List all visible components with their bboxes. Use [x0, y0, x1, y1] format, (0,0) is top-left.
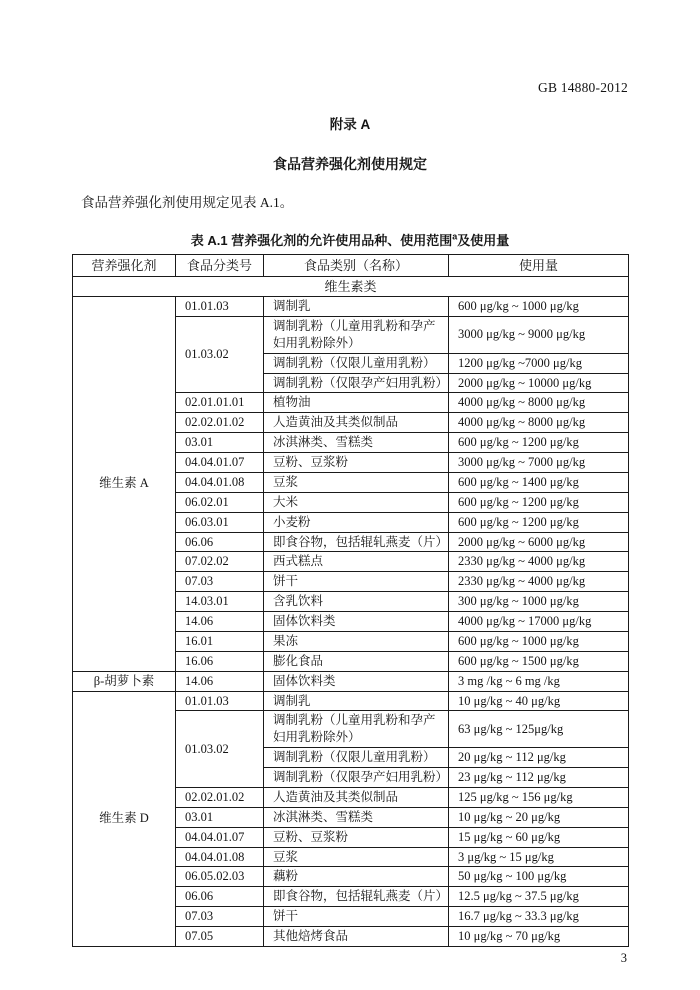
food-name-cell: 调制乳粉（仅限孕产妇用乳粉）: [264, 768, 449, 788]
food-name-cell: 小麦粉: [264, 512, 449, 532]
food-category-code-cell: 07.03: [176, 572, 264, 592]
usage-amount-cell: 300 μg/kg ~ 1000 μg/kg: [449, 592, 629, 612]
food-category-code-cell: 06.06: [176, 887, 264, 907]
food-name-cell: 果冻: [264, 631, 449, 651]
food-name-cell: 豆浆: [264, 472, 449, 492]
food-category-code-cell: 04.04.01.07: [176, 453, 264, 473]
table-row: [73, 671, 629, 691]
food-category-code-cell: 03.01: [176, 433, 264, 453]
food-category-code-cell: 01.01.03: [176, 297, 264, 317]
usage-amount-cell: 2000 μg/kg ~ 6000 μg/kg: [449, 532, 629, 552]
usage-amount-cell: 600 μg/kg ~ 1000 μg/kg: [449, 297, 629, 317]
food-category-code-cell: 14.06: [176, 612, 264, 632]
document-title: 食品营养强化剂使用规定: [273, 156, 427, 173]
food-category-code-cell: 01.03.02: [176, 316, 264, 393]
food-category-code-cell: 07.02.02: [176, 552, 264, 572]
column-header: 食品分类号: [176, 255, 264, 277]
appendix-heading: 附录 A: [329, 117, 371, 133]
section-row: [73, 277, 629, 297]
food-category-code-cell: 02.01.01.01: [176, 393, 264, 413]
food-name-cell: 豆浆: [264, 847, 449, 867]
usage-amount-cell: 4000 μg/kg ~ 17000 μg/kg: [449, 612, 629, 632]
usage-amount-cell: 3000 μg/kg ~ 7000 μg/kg: [449, 453, 629, 473]
food-name-cell: 饼干: [264, 907, 449, 927]
food-category-code-cell: 06.06: [176, 532, 264, 552]
food-name-cell: 含乳饮料: [264, 592, 449, 612]
food-category-code-cell: 06.05.02.03: [176, 867, 264, 887]
usage-amount-cell: 15 μg/kg ~ 60 μg/kg: [449, 827, 629, 847]
food-name-cell: 调制乳: [264, 691, 449, 711]
usage-amount-cell: 23 μg/kg ~ 112 μg/kg: [449, 768, 629, 788]
usage-amount-cell: 600 μg/kg ~ 1200 μg/kg: [449, 512, 629, 532]
usage-amount-cell: 3 μg/kg ~ 15 μg/kg: [449, 847, 629, 867]
food-name-cell: 即食谷物，包括辊轧燕麦（片）: [264, 887, 449, 907]
food-name-cell: 即食谷物，包括辊轧燕麦（片）: [264, 532, 449, 552]
food-category-code-cell: 04.04.01.07: [176, 827, 264, 847]
intro-paragraph: 食品营养强化剂使用规定见表 A.1。: [81, 195, 294, 211]
food-name-cell: 膨化食品: [264, 651, 449, 671]
food-category-code-cell: 14.06: [176, 671, 264, 691]
food-name-cell: 调制乳粉（仅限孕产妇用乳粉）: [264, 373, 449, 393]
table-body: [73, 277, 629, 947]
usage-amount-cell: 600 μg/kg ~ 1400 μg/kg: [449, 472, 629, 492]
food-name-cell: 调制乳粉（儿童用乳粉和孕产妇用乳粉除外）: [264, 316, 449, 353]
food-name-cell: 调制乳粉（仅限儿童用乳粉）: [264, 748, 449, 768]
nutrient-cell: β-胡萝卜素: [73, 671, 176, 691]
food-name-cell: 豆粉、豆浆粉: [264, 453, 449, 473]
food-category-code-cell: 02.02.01.02: [176, 413, 264, 433]
usage-amount-cell: 50 μg/kg ~ 100 μg/kg: [449, 867, 629, 887]
food-name-cell: 人造黄油及其类似制品: [264, 413, 449, 433]
table-caption-text: 表 A.1 营养强化剂的允许使用品种、使用范围: [190, 233, 453, 249]
table-caption-superscript: a: [452, 231, 458, 242]
table-row: [73, 691, 629, 711]
usage-amount-cell: 12.5 μg/kg ~ 37.5 μg/kg: [449, 887, 629, 907]
usage-amount-cell: 3 mg /kg ~ 6 mg /kg: [449, 671, 629, 691]
table-caption-suffix: 及使用量: [457, 233, 510, 249]
food-name-cell: 固体饮料类: [264, 612, 449, 632]
food-category-code-cell: 16.06: [176, 651, 264, 671]
usage-amount-cell: 63 μg/kg ~ 125μg/kg: [449, 711, 629, 748]
food-category-code-cell: 06.03.01: [176, 512, 264, 532]
food-category-code-cell: 06.02.01: [176, 492, 264, 512]
usage-amount-cell: 600 μg/kg ~ 1200 μg/kg: [449, 433, 629, 453]
page-number: 3: [620, 950, 627, 965]
food-name-cell: 饼干: [264, 572, 449, 592]
usage-amount-cell: 125 μg/kg ~ 156 μg/kg: [449, 787, 629, 807]
column-header: 使用量: [449, 255, 629, 277]
food-name-cell: 固体饮料类: [264, 671, 449, 691]
table-row: [73, 297, 629, 317]
usage-amount-cell: 600 μg/kg ~ 1200 μg/kg: [449, 492, 629, 512]
food-category-code-cell: 14.03.01: [176, 592, 264, 612]
usage-amount-cell: 20 μg/kg ~ 112 μg/kg: [449, 748, 629, 768]
section-label: 维生素类: [73, 277, 629, 297]
food-category-code-cell: 03.01: [176, 807, 264, 827]
food-category-code-cell: 01.03.02: [176, 711, 264, 788]
column-header: 食品类别（名称）: [264, 255, 449, 277]
usage-amount-cell: 4000 μg/kg ~ 8000 μg/kg: [449, 413, 629, 433]
food-category-code-cell: 02.02.01.02: [176, 787, 264, 807]
regulation-table: [72, 254, 629, 947]
food-name-cell: 藕粉: [264, 867, 449, 887]
usage-amount-cell: 2330 μg/kg ~ 4000 μg/kg: [449, 572, 629, 592]
food-name-cell: 植物油: [264, 393, 449, 413]
column-header: 营养强化剂: [73, 255, 176, 277]
food-category-code-cell: 01.01.03: [176, 691, 264, 711]
table-caption: [72, 230, 628, 249]
usage-amount-cell: 10 μg/kg ~ 40 μg/kg: [449, 691, 629, 711]
food-name-cell: 冰淇淋类、雪糕类: [264, 807, 449, 827]
usage-amount-cell: 2000 μg/kg ~ 10000 μg/kg: [449, 373, 629, 393]
usage-amount-cell: 10 μg/kg ~ 20 μg/kg: [449, 807, 629, 827]
table-header-row: [73, 255, 629, 277]
food-name-cell: 其他焙烤食品: [264, 927, 449, 947]
food-category-code-cell: 04.04.01.08: [176, 847, 264, 867]
usage-amount-cell: 3000 μg/kg ~ 9000 μg/kg: [449, 316, 629, 353]
usage-amount-cell: 1200 μg/kg ~7000 μg/kg: [449, 353, 629, 373]
food-name-cell: 调制乳粉（儿童用乳粉和孕产妇用乳粉除外）: [264, 711, 449, 748]
food-category-code-cell: 16.01: [176, 631, 264, 651]
food-name-cell: 人造黄油及其类似制品: [264, 787, 449, 807]
usage-amount-cell: 4000 μg/kg ~ 8000 μg/kg: [449, 393, 629, 413]
food-name-cell: 调制乳: [264, 297, 449, 317]
food-category-code-cell: 04.04.01.08: [176, 472, 264, 492]
usage-amount-cell: 600 μg/kg ~ 1000 μg/kg: [449, 631, 629, 651]
food-name-cell: 冰淇淋类、雪糕类: [264, 433, 449, 453]
food-category-code-cell: 07.03: [176, 907, 264, 927]
usage-amount-cell: 16.7 μg/kg ~ 33.3 μg/kg: [449, 907, 629, 927]
food-name-cell: 西式糕点: [264, 552, 449, 572]
usage-amount-cell: 2330 μg/kg ~ 4000 μg/kg: [449, 552, 629, 572]
food-name-cell: 大米: [264, 492, 449, 512]
table-header: [73, 255, 629, 277]
food-name-cell: 豆粉、豆浆粉: [264, 827, 449, 847]
usage-amount-cell: 600 μg/kg ~ 1500 μg/kg: [449, 651, 629, 671]
food-category-code-cell: 07.05: [176, 927, 264, 947]
usage-amount-cell: 10 μg/kg ~ 70 μg/kg: [449, 927, 629, 947]
food-name-cell: 调制乳粉（仅限儿童用乳粉）: [264, 353, 449, 373]
nutrient-cell: 维生素 D: [73, 691, 176, 946]
standard-number: GB 14880-2012: [538, 80, 628, 95]
nutrient-cell: 维生素 A: [73, 297, 176, 672]
